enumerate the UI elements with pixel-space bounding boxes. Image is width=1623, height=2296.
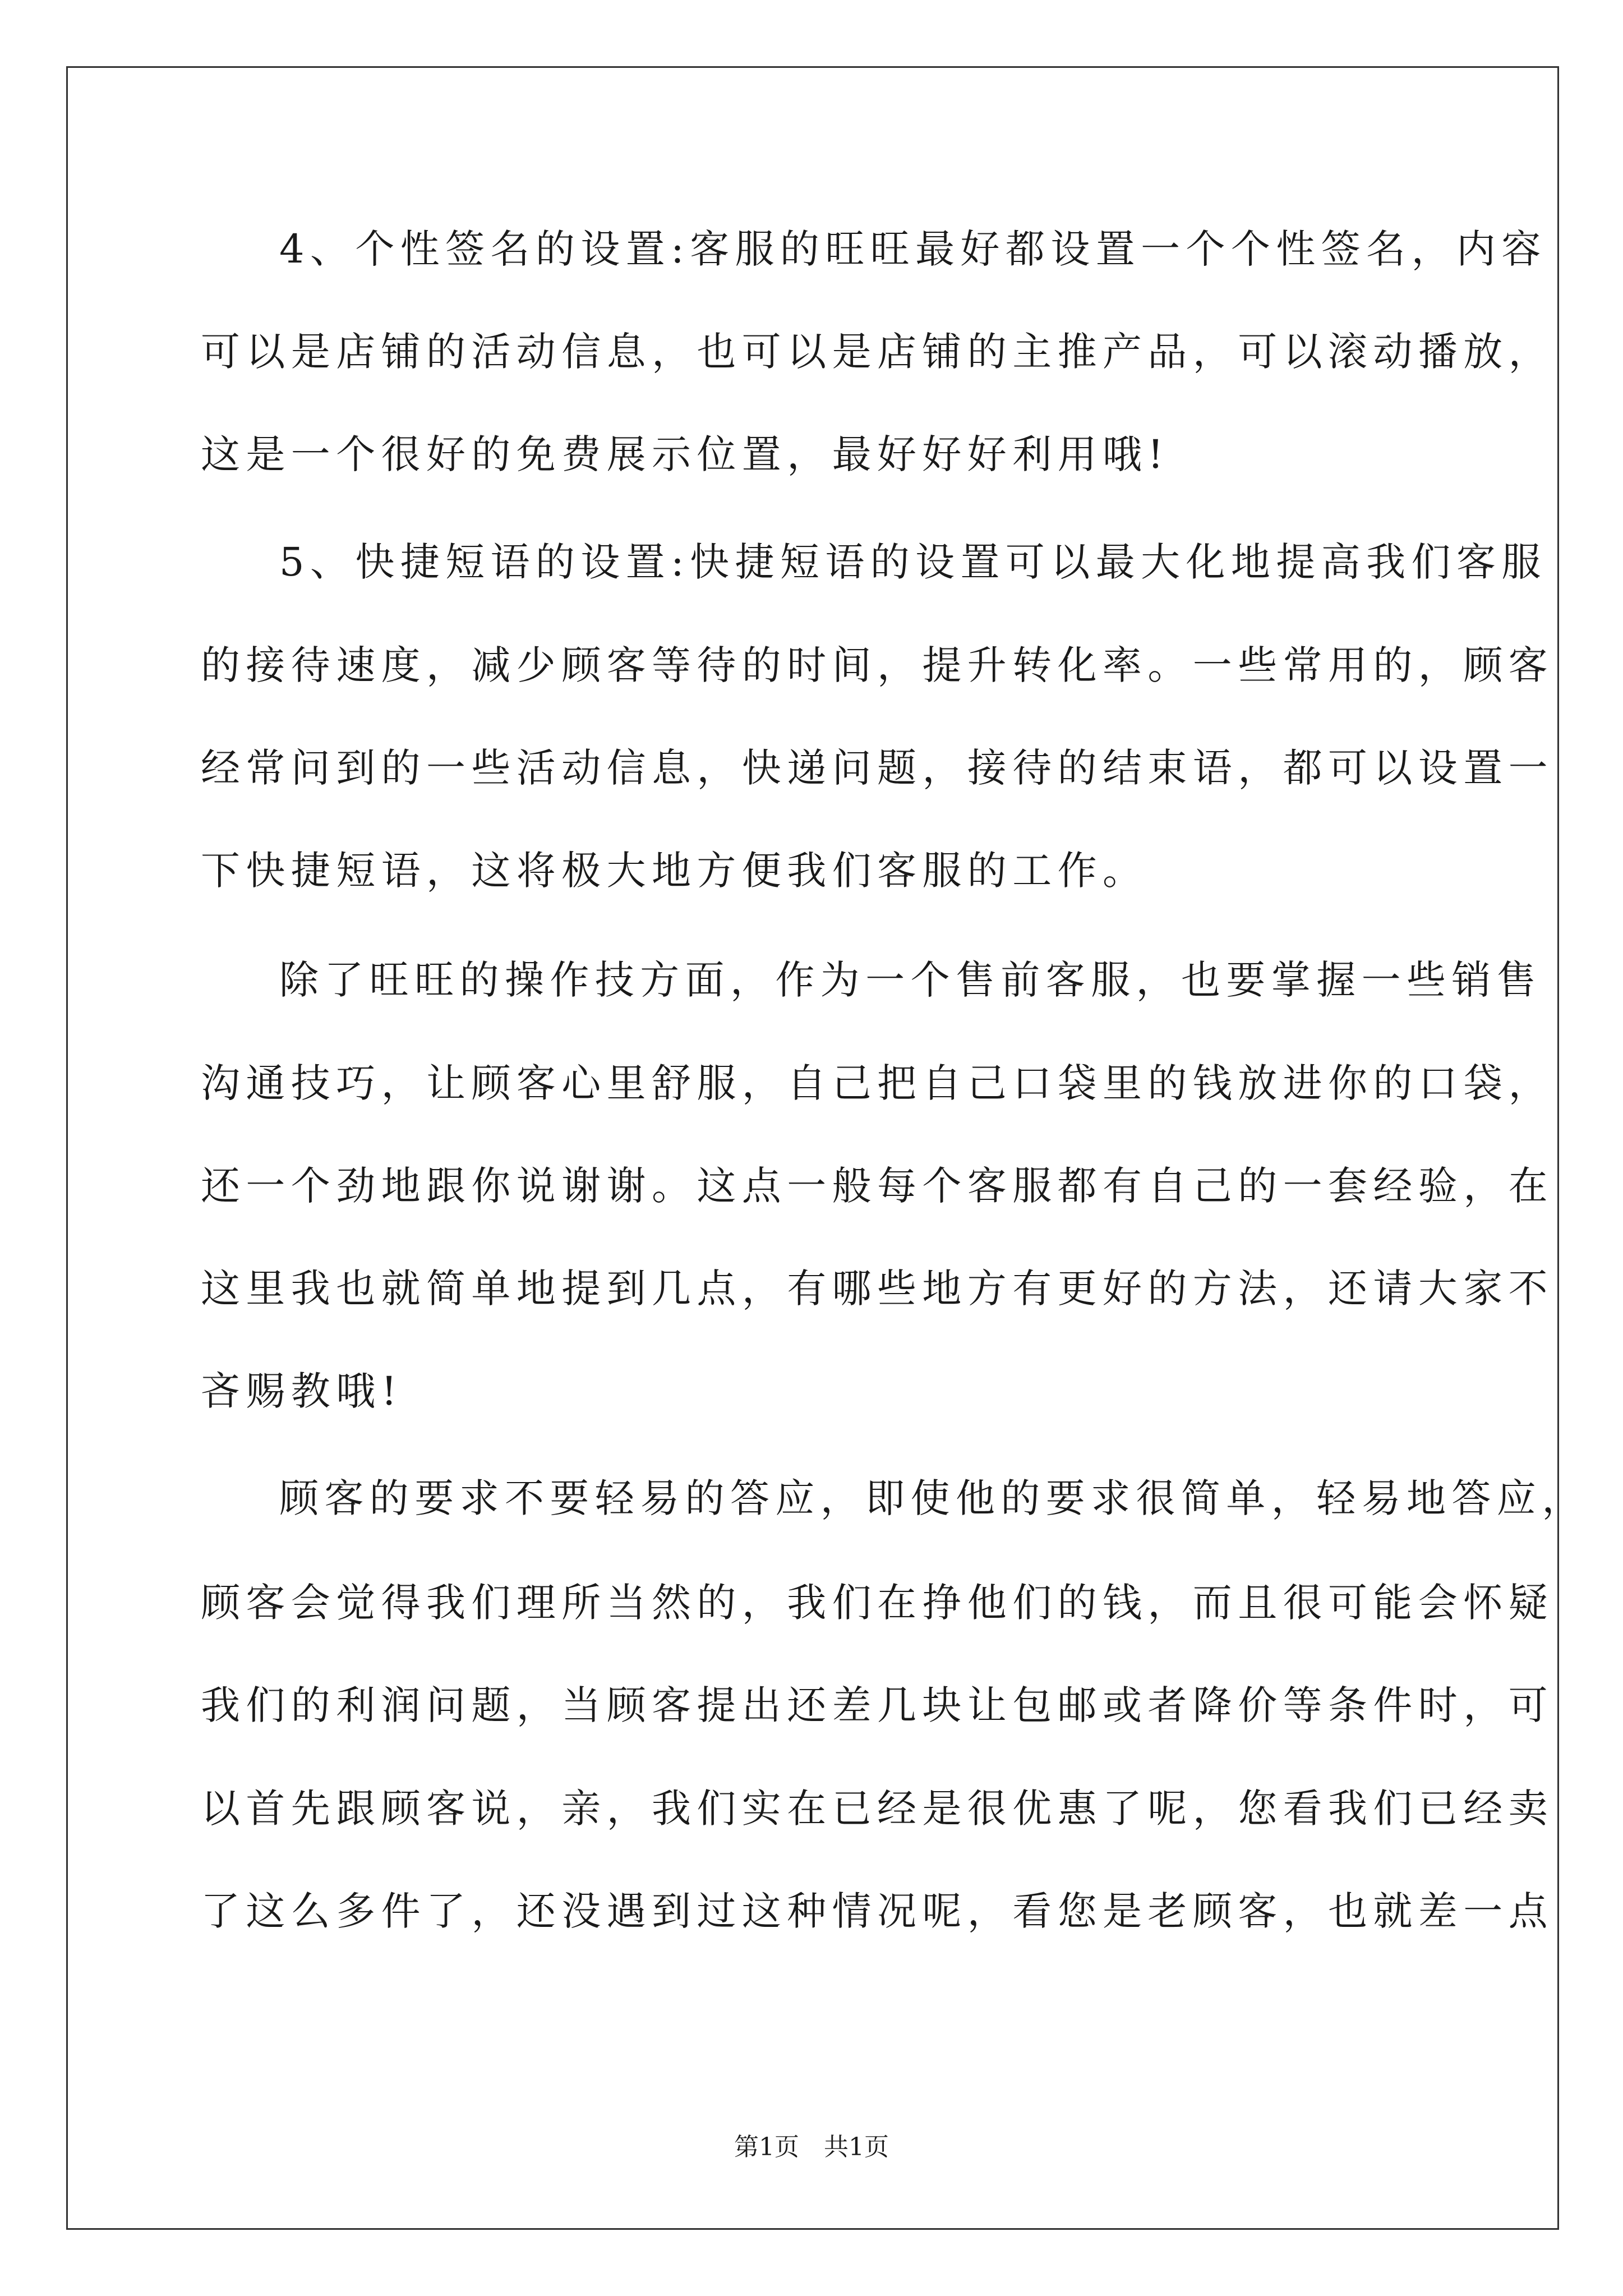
paragraph-6-line-1: 除了旺旺的操作技方面，作为一个售前客服，也要掌握一些销售 <box>279 957 1542 1003</box>
paragraph-4-line-3: 这是一个很好的免费展示位置，最好好好利用哦! <box>201 431 1169 477</box>
page-number-footer: 第1页 共1页 <box>734 2133 889 2161</box>
paragraph-7-line-3: 我们的利润问题，当顾客提出还差几块让包邮或者降价等条件时，可 <box>201 1682 1553 1728</box>
paragraph-5-line-2: 的接待速度，减少顾客等待的时间，提升转化率。一些常用的，顾客 <box>201 642 1553 688</box>
paragraph-6-line-3: 还一个劲地跟你说谢谢。这点一般每个客服都有自己的一套经验，在 <box>201 1163 1553 1209</box>
paragraph-7-line-4: 以首先跟顾客说，亲，我们实在已经是很优惠了呢，您看我们已经卖 <box>201 1786 1553 1832</box>
paragraph-5-line-3: 经常问到的一些活动信息，快递问题，接待的结束语，都可以设置一 <box>201 745 1553 791</box>
paragraph-7-line-1: 顾客的要求不要轻易的答应，即使他的要求很简单，轻易地答应， <box>279 1475 1587 1521</box>
paragraph-6-line-5: 吝赐教哦! <box>201 1368 403 1414</box>
paragraph-5-line-4: 下快捷短语，这将极大地方便我们客服的工作。 <box>201 848 1148 894</box>
paragraph-4-line-1: 4、个性签名的设置:客服的旺旺最好都设置一个个性签名，内容 <box>279 226 1547 272</box>
paragraph-6-line-4: 这里我也就简单地提到几点，有哪些地方有更好的方法，还请大家不 <box>201 1266 1553 1312</box>
paragraph-5-line-1: 5、快捷短语的设置:快捷短语的设置可以最大化地提高我们客服 <box>279 539 1547 585</box>
paragraph-4-line-2: 可以是店铺的活动信息，也可以是店铺的主推产品，可以滚动播放， <box>201 329 1553 375</box>
paragraph-7-line-5: 了这么多件了，还没遇到过这种情况呢，看您是老顾客，也就差一点 <box>201 1888 1553 1934</box>
paragraph-6-line-2: 沟通技巧，让顾客心里舒服，自己把自己口袋里的钱放进你的口袋， <box>201 1060 1553 1106</box>
paragraph-7-line-2: 顾客会觉得我们理所当然的，我们在挣他们的钱，而且很可能会怀疑 <box>201 1580 1553 1626</box>
